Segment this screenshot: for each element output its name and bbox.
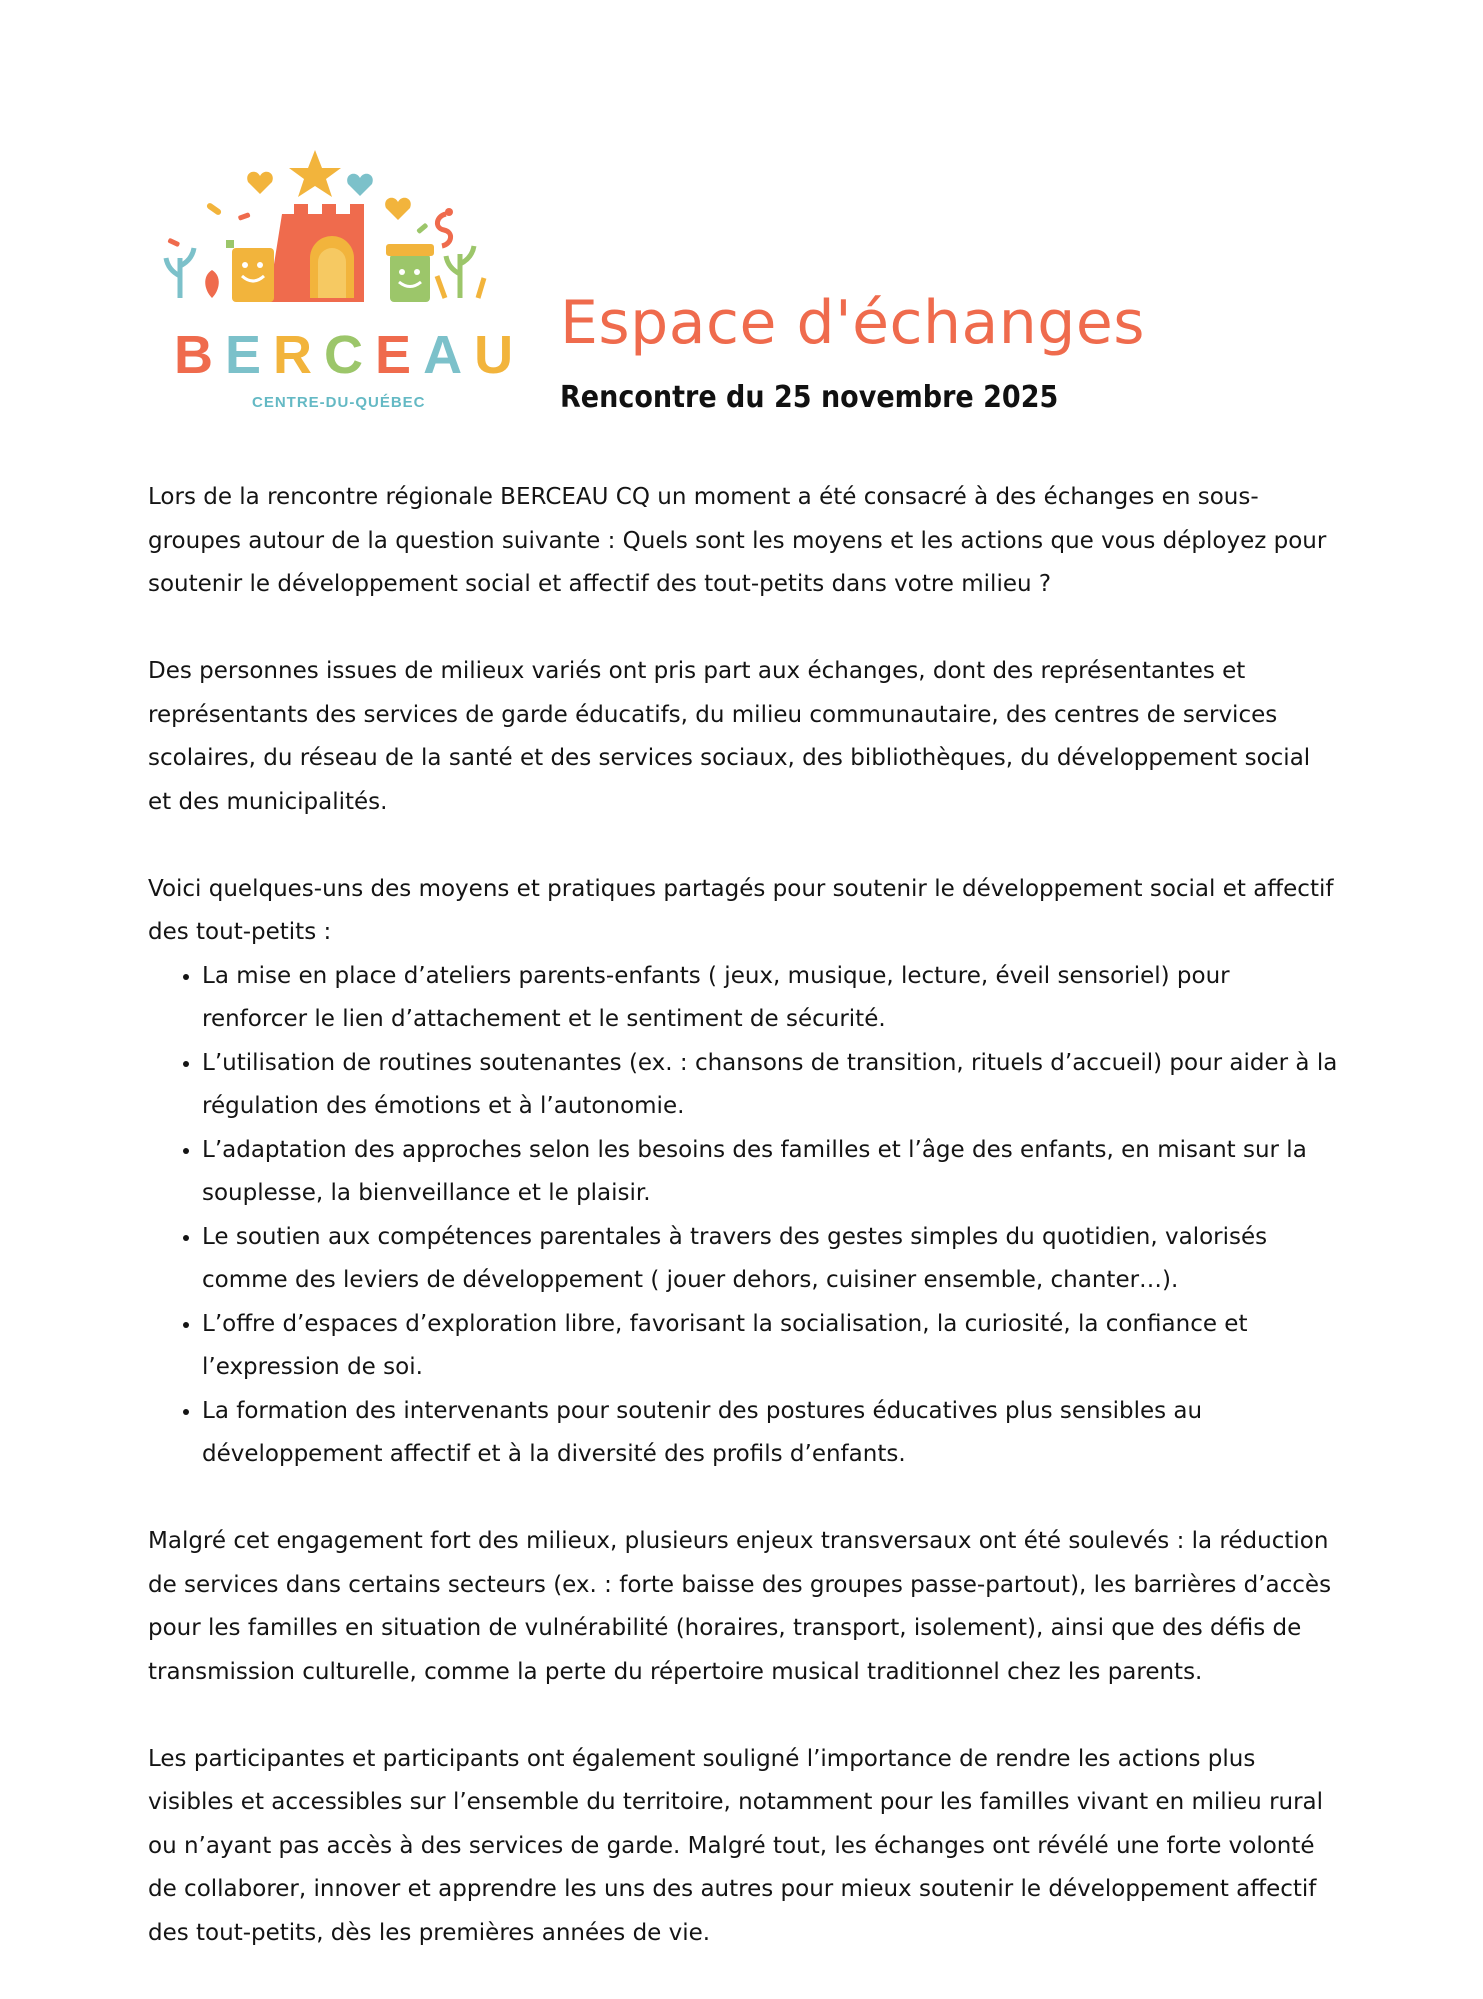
logo-letter: C xyxy=(324,325,376,385)
logo-illustration-icon xyxy=(160,148,500,328)
list-item: • L’offre d’espaces d’exploration libre, favorisant la socialisation, la curiosité, la confiance et l’expression de soi. xyxy=(202,1303,1338,1390)
logo-letter: E xyxy=(375,325,424,385)
logo-letter: B xyxy=(174,325,225,385)
logo-letter: E xyxy=(225,325,274,385)
logo-letter: R xyxy=(273,325,325,385)
logo-letter: U xyxy=(474,325,526,385)
logo-wordmark xyxy=(174,324,526,386)
logo-subtitle: CENTRE-DU-QUÉBEC xyxy=(252,394,426,411)
page-subtitle: Rencontre du 25 novembre 2025 xyxy=(560,380,1059,415)
document-body xyxy=(148,476,1338,1999)
list-item: • Le soutien aux compétences parentales à travers des gestes simples du quotidien, valorisés comme des leviers de développement ( jouer dehors, cuisiner ensemble, chanter…). xyxy=(202,1216,1338,1303)
paragraph-conclusion: Les participantes et participants ont également souligné l’importance de rendre les actions plus visibles et accessibles sur l’ensemble du territoire, notamment pour les familles vivant en milieu rural ou n’ayant pas accès à des services de garde. Malgré tout, les échanges ont révélé une forte volonté de collaborer, innover et apprendre les uns des autres pour mieux soutenir le développement affectif des tout-petits, dès les premières années de vie. xyxy=(148,1745,1324,1946)
logo-letter: A xyxy=(423,325,475,385)
paragraph-participants: Des personnes issues de milieux variés ont pris part aux échanges, dont des représentantes et représentants des services de garde éducatifs, du milieu communautaire, des centres de services scolaires, du réseau de la santé et des services sociaux, des bibliothèques, du développement social et des municipalités. xyxy=(148,658,1311,815)
paragraph-intro: Lors de la rencontre régionale BERCEAU CQ un moment a été consacré à des échanges en sous-groupes autour de la question suivante : Quels sont les moyens et les actions que vous déployez pour soutenir le développement social et affectif des tout-petits dans votre milieu ? xyxy=(148,484,1327,597)
practices-list xyxy=(148,955,1338,1477)
list-item: • La formation des intervenants pour soutenir des postures éducatives plus sensibles au développement affectif et à la diversité des profils d’enfants. xyxy=(202,1390,1338,1477)
paragraph-challenges: Malgré cet engagement fort des milieux, plusieurs enjeux transversaux ont été soulevés : la réduction de services dans certains secteurs (ex. : forte baisse des groupes passe-partout), les barrières d’accès pour les familles en situation de vulnérabilité (horaires, transport, isolement), ainsi que des défis de transmission culturelle, comme la perte du répertoire musical traditionnel chez les parents. xyxy=(148,1528,1332,1685)
page-title: Espace d'échanges xyxy=(560,288,1146,358)
list-item: • L’adaptation des approches selon les besoins des familles et l’âge des enfants, en misant sur la souplesse, la bienveillance et le plaisir. xyxy=(202,1129,1338,1216)
berceau-logo xyxy=(160,148,526,418)
list-item: • L’utilisation de routines soutenantes (ex. : chansons de transition, rituels d’accueil) pour aider à la régulation des émotions et à l’autonomie. xyxy=(202,1042,1338,1129)
list-intro: Voici quelques-uns des moyens et pratiques partagés pour soutenir le développement social et affectif des tout-petits : xyxy=(148,875,1334,945)
list-item: • La mise en place d’ateliers parents-enfants ( jeux, musique, lecture, éveil sensoriel) pour renforcer le lien d’attachement et le sentiment de sécurité. xyxy=(202,955,1338,1042)
